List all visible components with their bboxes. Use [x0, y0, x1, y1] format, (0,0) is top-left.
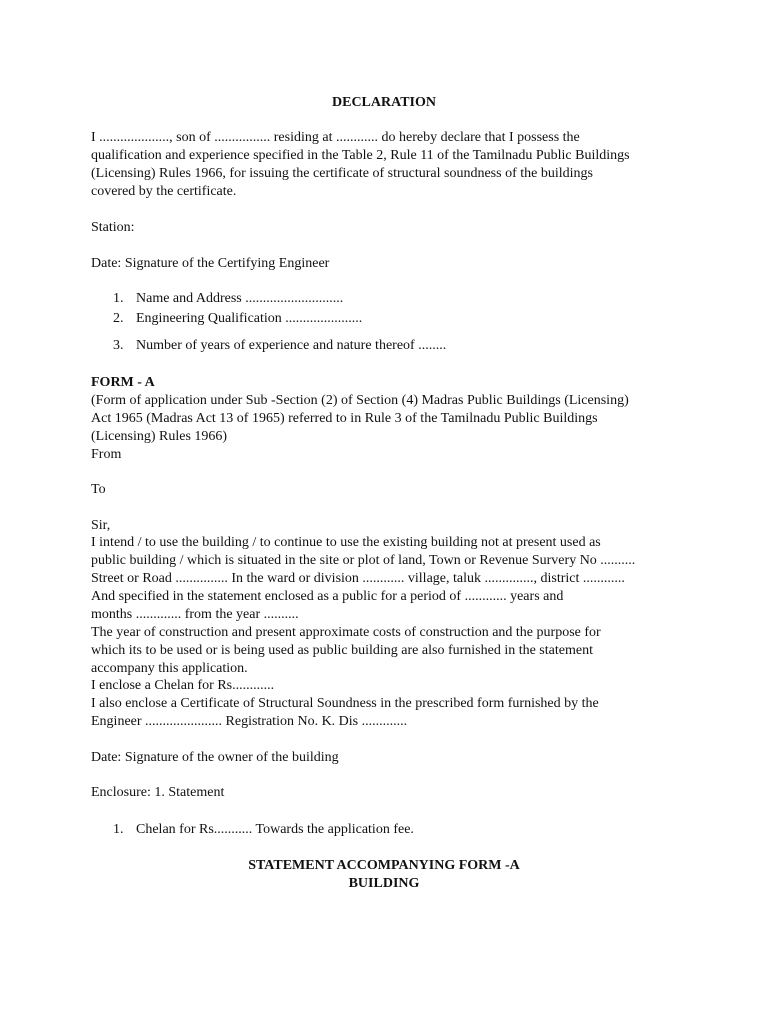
list-item-qualification: Engineering Qualification ......................: [136, 311, 363, 326]
list-item-experience: Number of years of experience and nature thereof ........: [136, 338, 447, 353]
form-a-title: FORM - A: [91, 375, 155, 390]
declaration-line: covered by the certificate.: [91, 184, 237, 199]
list-item-number: 1.: [113, 822, 124, 837]
owner-date-signature: Date: Signature of the owner of the building: [91, 750, 339, 765]
from-label: From: [91, 447, 122, 462]
form-a-body-line: I enclose a Chelan for Rs............: [91, 678, 275, 693]
form-a-body-line: Street or Road ............... In the ward or division ............ village, taluk .............., district ............: [91, 571, 625, 586]
form-a-body-line: I also enclose a Certificate of Structural Soundness in the prescribed form furnished by the: [91, 696, 599, 711]
list-item-number: 3.: [113, 338, 124, 353]
form-a-description-line: Act 1965 (Madras Act 13 of 1965) referred to in Rule 3 of the Tamilnadu Public Buildings: [91, 411, 598, 426]
to-label: To: [91, 482, 106, 497]
form-a-body-line: public building / which is situated in the site or plot of land, Town or Revenue Survery No ..........: [91, 553, 636, 568]
list-item-number: 1.: [113, 291, 124, 306]
declaration-title: DECLARATION: [332, 95, 436, 110]
form-a-body-line: months ............. from the year ..........: [91, 607, 299, 622]
form-a-body-line: And specified in the statement enclosed as a public for a period of ............ years and: [91, 589, 564, 604]
list-item-number: 2.: [113, 311, 124, 326]
salutation: Sir,: [91, 518, 111, 533]
station-label: Station:: [91, 220, 135, 235]
enclosure-label: Enclosure: 1. Statement: [91, 785, 225, 800]
declaration-line: I ...................., son of ................ residing at ............ do hereby declare that I possess the: [91, 130, 580, 145]
form-a-body-line: which its to be used or is being used as public building are also furnished in the statement: [91, 643, 593, 658]
list-item-chelan: Chelan for Rs........... Towards the application fee.: [136, 822, 414, 837]
statement-title: STATEMENT ACCOMPANYING FORM -A: [248, 858, 520, 873]
declaration-date-signature: Date: Signature of the Certifying Engineer: [91, 256, 330, 271]
declaration-line: qualification and experience specified in the Table 2, Rule 11 of the Tamilnadu Public Buildings: [91, 148, 630, 163]
form-a-body-line: Engineer ...................... Registration No. K. Dis .............: [91, 714, 408, 729]
form-a-description-line: (Licensing) Rules 1966): [91, 429, 228, 444]
form-a-description-line: (Form of application under Sub -Section (2) of Section (4) Madras Public Buildings (Licensing): [91, 393, 629, 408]
declaration-line: (Licensing) Rules 1966, for issuing the certificate of structural soundness of the buildings: [91, 166, 593, 181]
form-a-body-line: The year of construction and present approximate costs of construction and the purpose for: [91, 625, 601, 640]
list-item-name-address: Name and Address ............................: [136, 291, 344, 306]
statement-subtitle: BUILDING: [348, 876, 420, 891]
form-a-body-line: accompany this application.: [91, 661, 248, 676]
form-a-body-line: I intend / to use the building / to continue to use the existing building not at present used as: [91, 535, 601, 550]
